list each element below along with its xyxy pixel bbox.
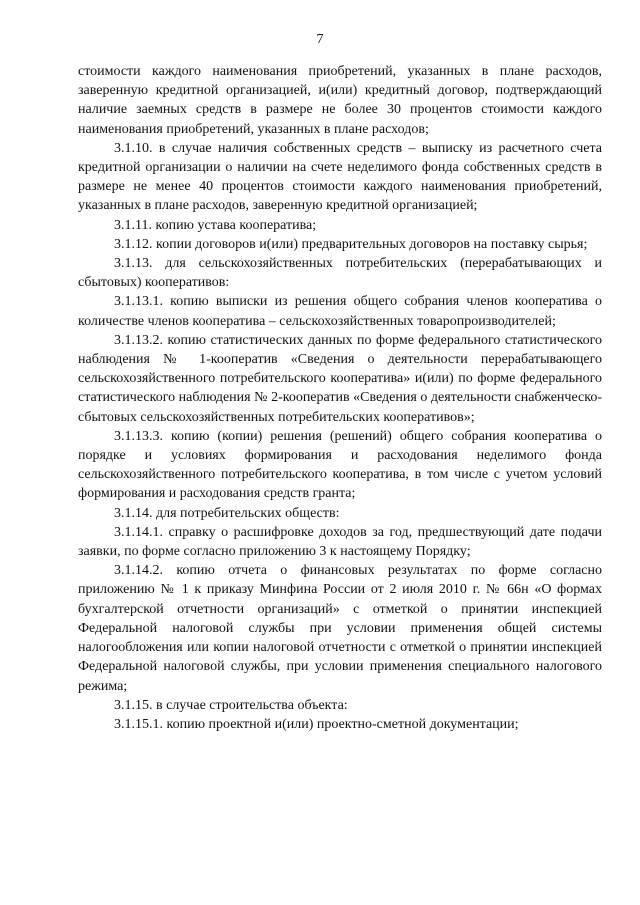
- paragraph-3-1-15: 3.1.15. в случае строительства объекта:: [114, 697, 348, 713]
- paragraph-3-1-13-1: 3.1.13.1. копию выписки из решения общего собрания членов кооператива о количестве членов кооператива – сельскохозяйственных товаропроизводителей;: [78, 294, 602, 329]
- paragraph-3-1-15-1: 3.1.15.1. копию проектной и(или) проектно-сметной документации;: [114, 716, 519, 732]
- paragraph-3-1-13-3: 3.1.13.3. копию (копии) решения (решений) общего собрания кооператива о порядке и условиях формирования и расходования неделимого фонда сельскохозяйственного потребительского кооператива, в том числе с учетом условий формирования и расходования средств гранта;: [78, 428, 602, 502]
- document-body: [78, 62, 602, 734]
- paragraph-continuation: стоимости каждого наименования приобретений, указанных в плане расходов, заверенную кредитной организацией, и(или) кредитный договор, подтверждающий наличие заемных средств в размере не более 30 процентов стоимости каждого наименования приобретений, указанных в плане расходов;: [78, 64, 602, 137]
- paragraph-3-1-14: 3.1.14. для потребительских обществ:: [114, 505, 340, 521]
- page-number: 7: [316, 32, 324, 47]
- paragraph-3-1-11: 3.1.11. копию устава кооператива;: [114, 217, 317, 233]
- paragraph-3-1-12: 3.1.12. копии договоров и(или) предварительных договоров на поставку сырья;: [114, 236, 588, 252]
- paragraph-3-1-13-2: 3.1.13.2. копию статистических данных по форме федерального статистического наблюдения № 1-кооператив «Сведения о деятельности перерабатывающего сельскохозяйственного потребительского кооператива» и(или) по форме федерального статистического наблюдения № 2-кооператив «Сведения о деятельности снабженческо-сбытовых сельскохозяйственных потребительских кооперативов»;: [78, 332, 602, 425]
- paragraph-3-1-10: 3.1.10. в случае наличия собственных средств – выписку из расчетного счета кредитной организации о наличии на счете неделимого фонда собственных средств в размере не менее 40 процентов стоимости каждого наименования приобретений, указанных в плане расходов, заверенную кредитной организацией;: [78, 140, 602, 214]
- paragraph-3-1-14-1: 3.1.14.1. справку о расшифровке доходов за год, предшествующий дате подачи заявки, по форме согласно приложению 3 к настоящему Порядку;: [78, 524, 602, 560]
- paragraph-3-1-14-2: 3.1.14.2. копию отчета о финансовых результатах по форме согласно приложению № 1 к приказу Минфина России от 2 июля 2010 г. № 66н «О формах бухгалтерской отчетности организаций» с отметкой о принятии инспекцией Федеральной налоговой службы при условии применения общей системы налогообложения или копии налоговой отчетности с отметкой о принятии инспекцией Федеральной налоговой службы, при условии применения специального налогового режима;: [78, 563, 602, 694]
- paragraph-3-1-13: 3.1.13. для сельскохозяйственных потребительских (перерабатывающих и сбытовых) кооперативов:: [78, 256, 602, 291]
